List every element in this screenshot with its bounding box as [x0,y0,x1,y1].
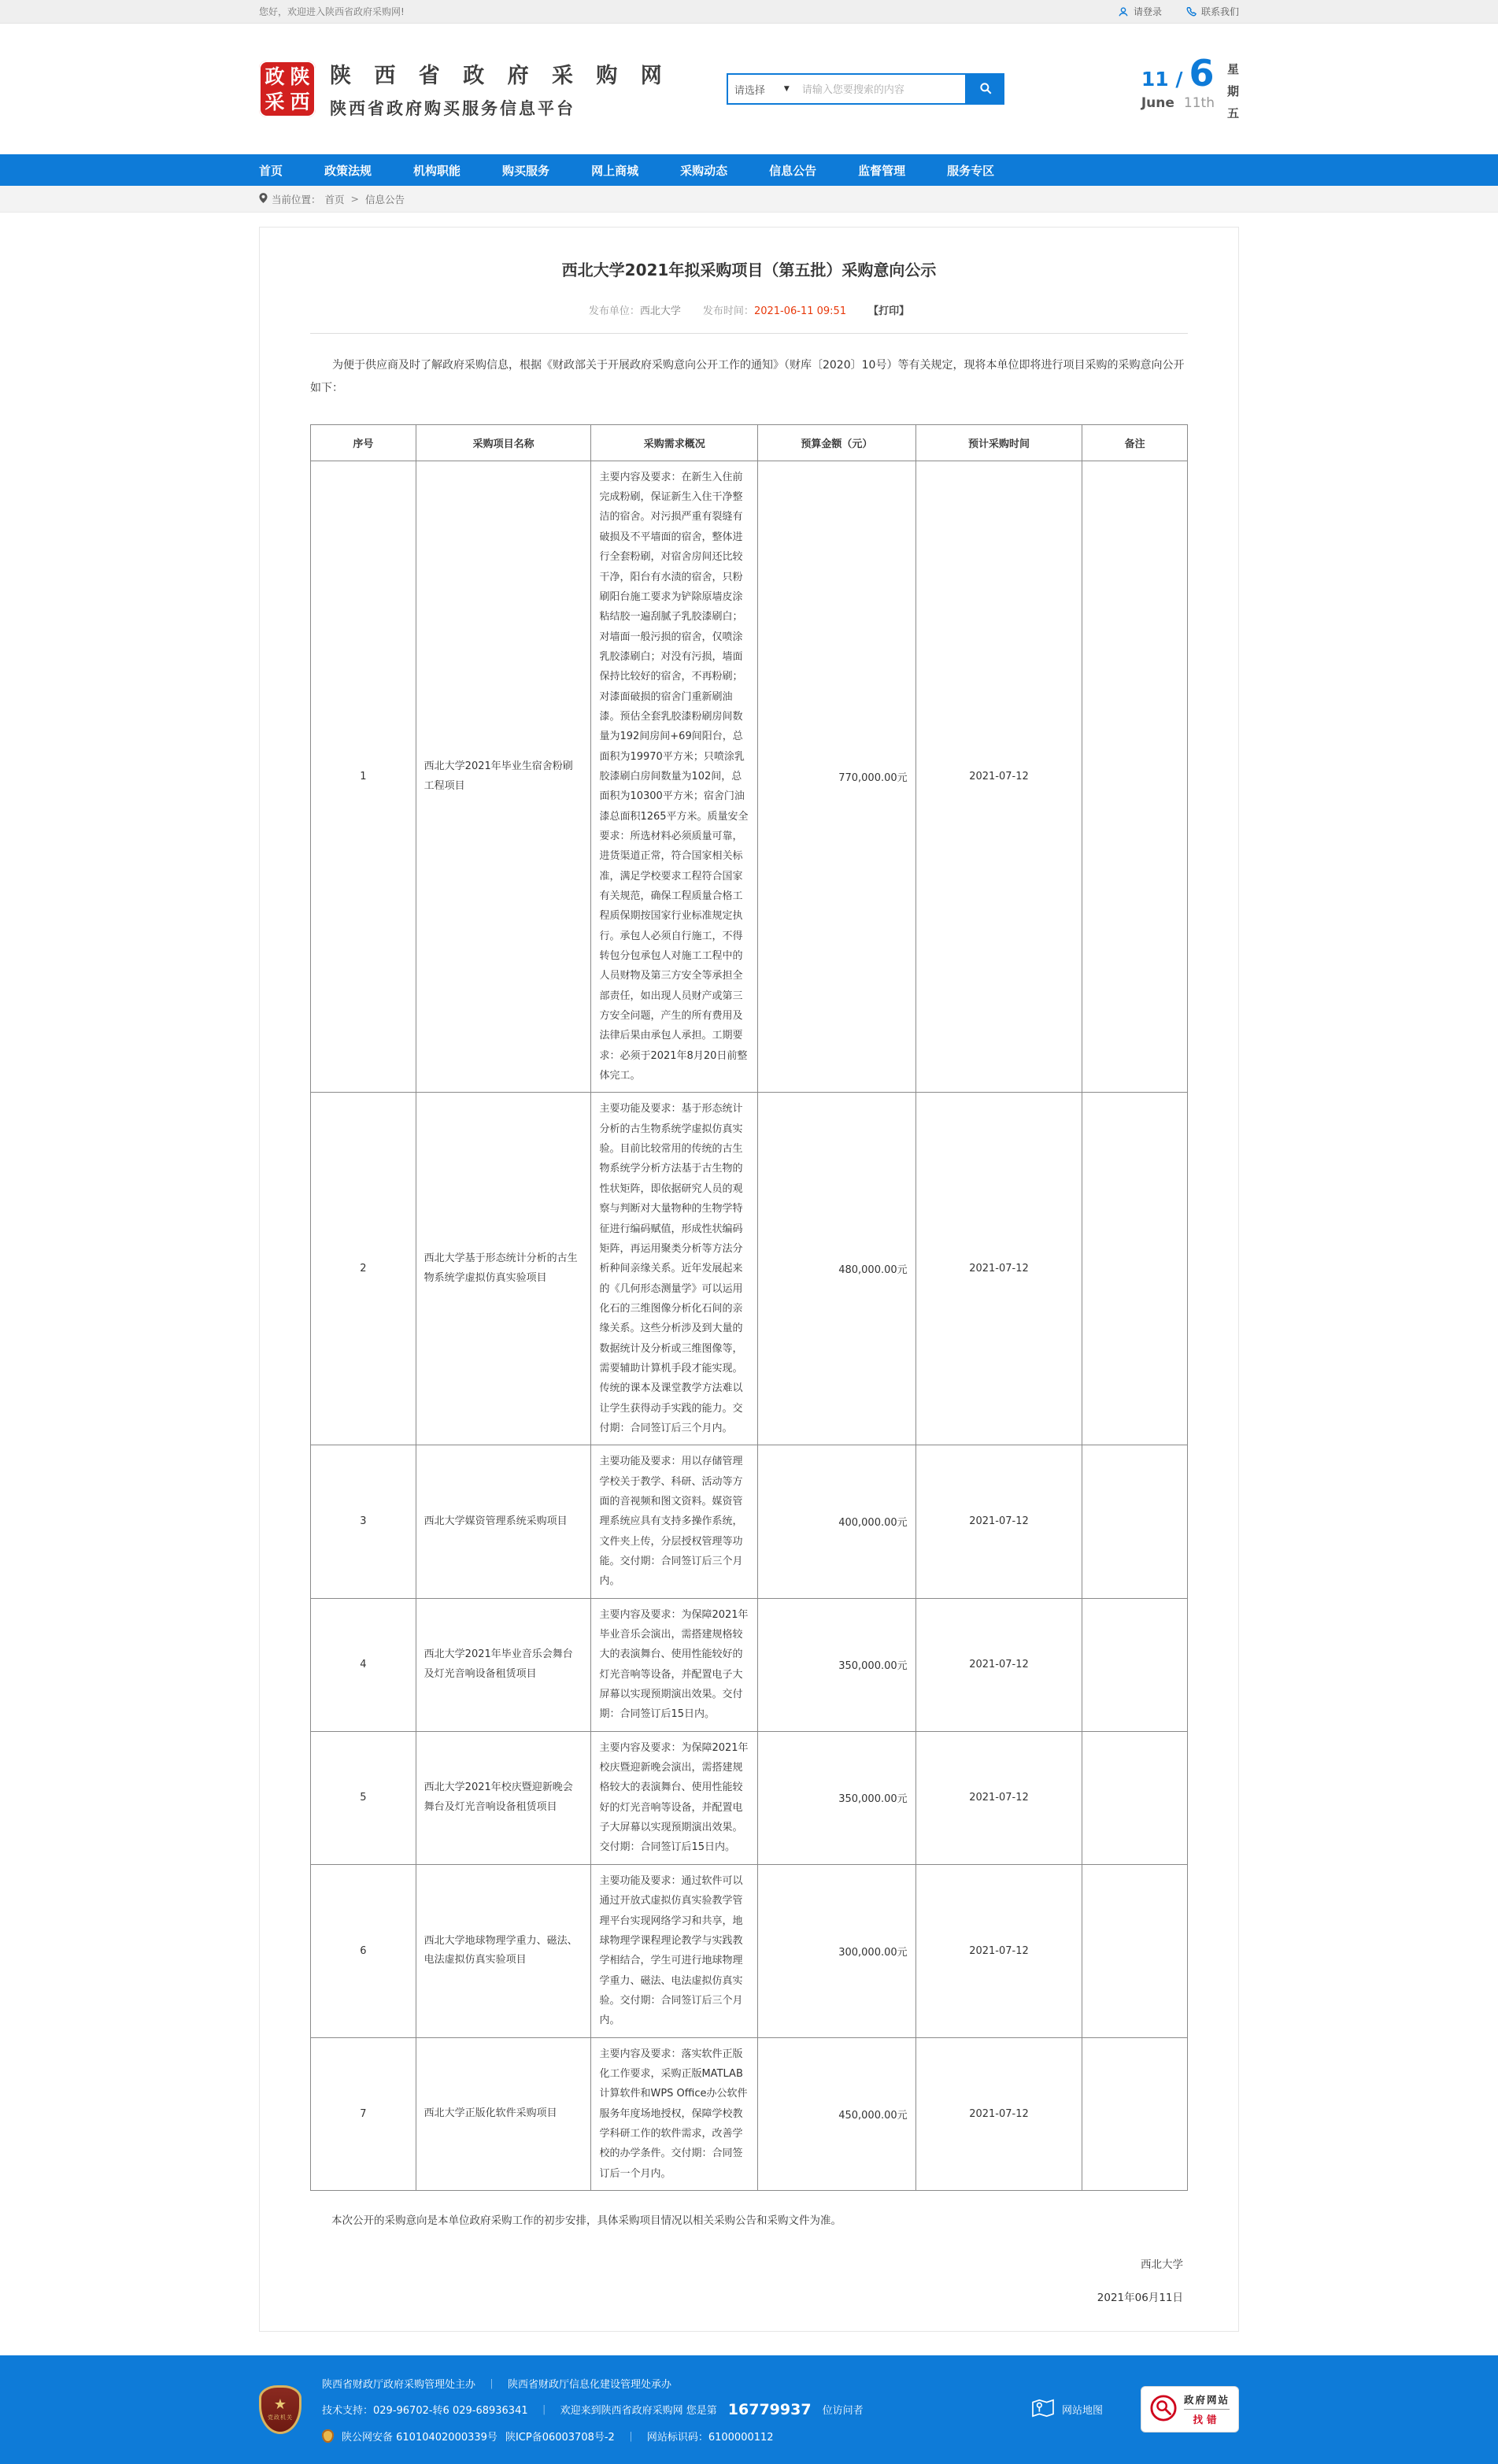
table-header-cell: 备注 [1082,424,1188,461]
cell-project-name: 西北大学2021年毕业生宿舍粉刷工程项目 [416,461,591,1093]
table-row [311,1598,1188,1731]
nav-item[interactable]: 购买服务 [502,163,550,178]
publish-time-value: 2021-06-11 09:51 [753,305,847,317]
table-row [311,1731,1188,1864]
chevron-down-icon: ▼ [783,85,790,93]
sitemap-link[interactable]: 网站地图 [1031,2398,1103,2421]
main-content [0,213,1498,2332]
print-button[interactable]: 【打印】 [868,305,910,317]
cell-index: 4 [311,1598,416,1731]
cell-project-name: 西北大学地球物理学重力、磁法、电法虚拟仿真实验项目 [416,1864,591,2037]
footer-visitor-prefix: 欢迎来到陕西省政府采购网 您是第 [560,2405,717,2418]
login-link[interactable]: 请登录 [1118,5,1162,18]
visitor-count: 16779937 [727,2400,812,2418]
cell-project-name: 西北大学正版化软件采购项目 [416,2037,591,2190]
cell-project-name: 西北大学媒资管理系统采购项目 [416,1445,591,1598]
welcome-text: 您好，欢迎进入陕西省政府采购网! [259,6,405,17]
cell-index: 3 [311,1445,416,1598]
icp-link[interactable]: 陕ICP备06003708号-2 [505,2431,615,2444]
cell-demand-summary: 主要内容及要求：为保障2021年毕业音乐会演出，需搭建规格较大的表演舞台、使用性能较好的灯光音响等设备，并配置电子大屏幕以实现预期演出效果。交付期：合同签订后15日内。 [591,1598,758,1731]
party-government-emblem-icon: ★ 党政机关 [259,2385,301,2434]
user-icon [1118,6,1129,17]
footer-host: 陕西省财政厅政府采购管理处主办 [322,2378,476,2391]
nav-item[interactable]: 网上商城 [591,163,639,178]
map-icon [1031,2398,1055,2421]
search-category-select[interactable]: 请选择 ▼ [734,84,790,97]
article-meta [310,302,1188,317]
cell-note [1082,461,1188,1093]
phone-icon [1185,6,1197,17]
cell-demand-summary: 主要内容及要求：在新生入住前完成粉刷，保证新生入住干净整洁的宿舍。对污损严重有裂缝有破损及不平墙面的宿舍，整体进行全套粉刷，对宿舍房间还比较干净，阳台有水渍的宿舍，只粉刷阳台施工要求为铲除原墙皮涂粘结胶一遍刮腻子乳胶漆刷白；对墙面一般污损的宿舍，仅喷涂乳胶漆刷白；对没有污损，墙面保持比较好的宿舍，不再粉刷；对漆面破损的宿舍门重新刷油漆。预估全套乳胶漆粉刷房间数量为192间房间+69间阳台，总面积为19970平方米；只喷涂乳胶漆刷白房间数量为102间，总面积为10300平方米；宿舍门油漆总面积1265平方米。质量安全要求：所选材料必须质量可靠，进货渠道正常，符合国家相关标准，满足学校要求工程符合国家有关规范，确保工程质量合格工程质保期按国家行业标准规定执行。承包人必须自行施工，不得转包分包承包人对施工工程中的人员财物及第三方安全等承担全部责任，如出现人员财产或第三方安全问题，产生的所有费用及法律后果由承包人承担。工期要求：必须于2021年8月20日前整体完工。 [591,461,758,1093]
publisher-label: 发布单位： [588,305,640,317]
cell-budget: 770,000.00元 [758,461,916,1093]
nav-item[interactable]: 监督管理 [858,163,906,178]
nav-item[interactable]: 信息公告 [769,163,817,178]
date-month-day: 11 / [1141,67,1183,91]
nav-item[interactable]: 服务专区 [947,163,995,178]
table-header-cell: 序号 [311,424,416,461]
logo-char: 采 [264,90,285,113]
cell-note [1082,2037,1188,2190]
cell-planned-time: 2021-07-12 [915,1731,1082,1864]
cell-planned-time: 2021-07-12 [915,1093,1082,1445]
cell-planned-time: 2021-07-12 [915,1864,1082,2037]
cell-planned-time: 2021-07-12 [915,1598,1082,1731]
cell-note [1082,1731,1188,1864]
closing-paragraph: 本次公开的采购意向是本单位政府采购工作的初步安排，具体采购项目情况以相关采购公告和采购文件为准。 [331,2214,841,2227]
cell-demand-summary: 主要功能及要求：用以存储管理学校关于教学、科研、活动等方面的音视频和图文资料。媒资管理系统应具有支持多操作系统，文件夹上传，分层授权管理等功能。交付期：合同签订后三个月内。 [591,1445,758,1598]
site-name: 陕 西 省 政 府 采 购 网 [330,64,670,88]
location-pin-icon [259,193,268,205]
cell-index: 1 [311,461,416,1093]
cell-demand-summary: 主要功能及要求：通过软件可以通过开放式虚拟仿真实验教学管理平台实现网络学习和共享，地球物理学课程理论教学与实践教学相结合，学生可进行地球物理学重力、磁法、电法虚拟仿真实验。交付期：合同签订后三个月内。 [591,1864,758,2037]
main-nav [0,154,1498,186]
table-row [311,461,1188,1093]
logo-char: 陕 [290,65,310,88]
search-icon [978,81,993,98]
table-header-row [311,424,1188,461]
cell-index: 7 [311,2037,416,2190]
table-header-cell: 预算金额（元） [758,424,916,461]
search-input[interactable] [796,75,965,103]
article-card [259,227,1239,2332]
cell-demand-summary: 主要功能及要求：基于形态统计分析的古生物系统学虚拟仿真实验。目前比较常用的传统的古生物系统学分析方法基于古生物的性状矩阵，即依据研究人员的观察与判断对大量物种的生物学特征进行编码赋值，形成性状编码矩阵，再运用聚类分析等方法分析种间亲缘关系。近年发展起来的《几何形态测量学》可以运用化石的三维图像分析化石间的亲缘关系。这些分析涉及到大量的数据统计及分析或三维图像等，需要辅助计算机手段才能实现。传统的课本及课堂教学方法难以让学生获得动手实践的能力。交付期：合同签订后三个月内。 [591,1093,758,1445]
footer-organizer: 陕西省财政厅信息化建设管理处承办 [508,2378,672,2391]
breadcrumb-separator: > [350,193,360,205]
cell-budget: 350,000.00元 [758,1598,916,1731]
signature-date: 2021年06月11日 [1097,2291,1183,2304]
table-header-cell: 采购需求概况 [591,424,758,461]
magnifier-badge-icon [1150,2395,1177,2425]
site-header [0,24,1498,154]
cell-budget: 480,000.00元 [758,1093,916,1445]
site-footer: ★ 党政机关 陕西省财政厅政府采购管理处主办 ｜ 陕西省财政厅信息化建设管理处承办 技术支持：029-96702-转6 029-68936341 ｜ 欢迎来到陕西省政府采购网 您是第 16779937 位访问者 陕公网安备 61010402000339号 陕ICP备06003708号-2 ｜ 网站标识码：6100000112 网站地图 政府网站 找错 [0,2355,1498,2464]
table-row [311,1445,1188,1598]
contact-link[interactable]: 联系我们 [1185,5,1239,18]
table-header-cell: 采购项目名称 [416,424,591,461]
cell-project-name: 西北大学基于形态统计分析的古生物系统学虚拟仿真实验项目 [416,1093,591,1445]
table-row [311,2037,1188,2190]
cell-note [1082,1093,1188,1445]
cell-index: 2 [311,1093,416,1445]
date-day-en: 11th [1183,94,1215,111]
signature: 西北大学 [1141,2258,1183,2271]
cell-note [1082,1445,1188,1598]
date-widget [1141,51,1239,121]
breadcrumb-bar [0,186,1498,213]
gov-site-error-report-badge[interactable]: 政府网站 找错 [1141,2386,1239,2433]
cell-note [1082,1598,1188,1731]
cell-planned-time: 2021-07-12 [915,461,1082,1093]
date-month-en: June [1141,94,1174,111]
nav-item[interactable]: 机构职能 [413,163,461,178]
footer-tech-support: 技术支持：029-96702-转6 029-68936341 [322,2405,528,2418]
procurement-table [310,424,1188,2191]
table-row [311,1864,1188,2037]
date-weekday: 星 期 五 [1226,61,1239,120]
breadcrumb-prefix: 当前位置： [272,193,321,205]
table-header-cell: 预计采购时间 [915,424,1082,461]
logo-char: 政 [264,65,285,88]
cell-demand-summary: 主要内容及要求：为保障2021年校庆暨迎新晚会演出，需搭建规格较大的表演舞台、使用性能较好的灯光音响等设备，并配置电子大屏幕以实现预期演出效果。交付期：合同签订后15日内。 [591,1731,758,1864]
cell-project-name: 西北大学2021年校庆暨迎新晚会舞台及灯光音响设备租赁项目 [416,1731,591,1864]
cell-budget: 350,000.00元 [758,1731,916,1864]
breadcrumb-home[interactable]: 首页 [324,193,345,205]
divider [310,333,1188,334]
nav-item[interactable]: 采购动态 [680,163,728,178]
breadcrumb-current[interactable]: 信息公告 [365,193,405,205]
publisher-value: 西北大学 [639,305,681,317]
site-titles [330,58,670,120]
cell-planned-time: 2021-07-12 [915,1445,1082,1598]
site-code: 网站标识码：6100000112 [646,2431,774,2444]
cell-note [1082,1864,1188,2037]
topbar [0,0,1498,24]
publish-time-label: 发布时间： [702,305,754,317]
footer-visitor-suffix: 位访问者 [822,2405,864,2418]
site-logo[interactable] [259,61,316,117]
cell-index: 5 [311,1731,416,1864]
site-subtitle: 陕西省政府购买服务信息平台 [330,99,575,118]
logo-char: 西 [290,90,310,113]
date-day: 6 [1189,51,1215,94]
search-button[interactable] [967,73,1004,105]
intro-paragraph: 为便于供应商及时了解政府采购信息，根据《财政部关于开展政府采购意向公开工作的通知》（财库〔2020〕10号）等有关规定，现将本单位即将进行项目采购的采购意向公开如下： [310,359,1185,395]
nav-item[interactable]: 政策法规 [324,163,372,178]
cell-budget: 300,000.00元 [758,1864,916,2037]
cell-index: 6 [311,1864,416,2037]
cell-budget: 400,000.00元 [758,1445,916,1598]
cell-planned-time: 2021-07-12 [915,2037,1082,2190]
nav-item[interactable]: 首页 [259,163,283,178]
table-row [311,1093,1188,1445]
page-title: 西北大学2021年拟采购项目（第五批）采购意向公示 [561,261,937,279]
search-bar [727,73,1004,105]
cell-demand-summary: 主要内容及要求：落实软件正版化工作要求，采购正版MATLAB计算软件和WPS Office办公软件服务年度场地授权，保障学校教学科研工作的软件需求，改善学校的办学条件。交付期：合同签订后一个月内。 [591,2037,758,2190]
police-badge-icon [322,2429,334,2443]
cell-budget: 450,000.00元 [758,2037,916,2190]
security-record-link[interactable]: 陕公网安备 61010402000339号 [342,2431,497,2444]
cell-project-name: 西北大学2021年毕业音乐会舞台及灯光音响设备租赁项目 [416,1598,591,1731]
